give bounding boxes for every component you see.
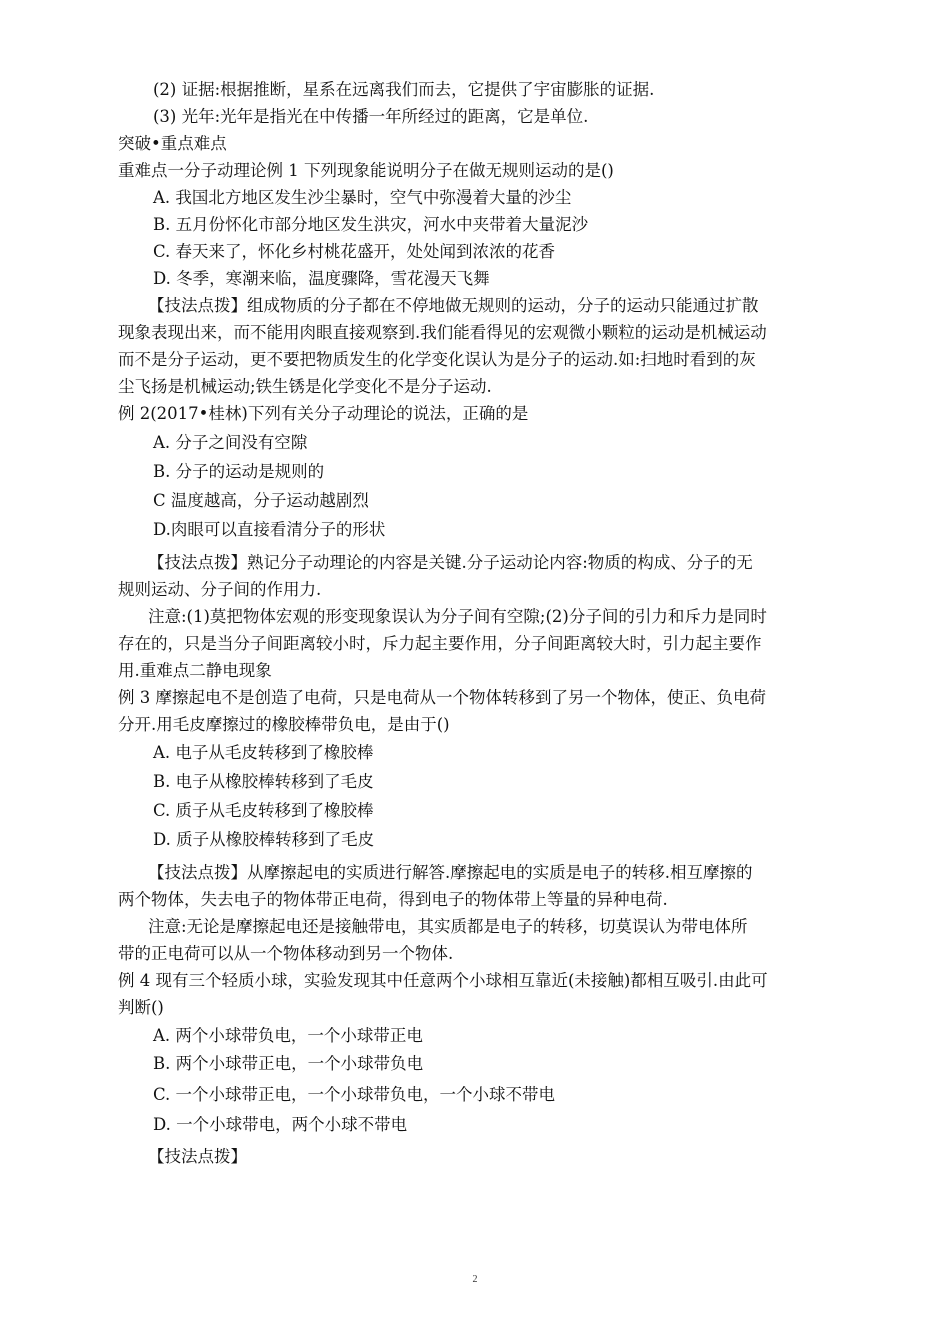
text-line: 而不是分子运动，更不要把物质发生的化学变化误认为是分子的运动.如:扫地时看到的灰	[118, 350, 756, 369]
option-d: D.肉眼可以直接看清分子的形状	[153, 520, 386, 539]
tip-paragraph: 【技法点拨】组成物质的分子都在不停地做无规则的运动，分子的运动只能通过扩散	[148, 296, 759, 315]
option-d: D. 质子从橡胶棒转移到了毛皮	[153, 830, 375, 849]
text-line: (2) 证据:根据推断，星系在远离我们而去，它提供了宇宙膨胀的证据.	[153, 80, 655, 99]
note-paragraph: 注意:无论是摩擦起电还是接触带电，其实质都是电子的转移，切莫误认为带电体所	[148, 917, 748, 936]
text-line: 判断()	[118, 998, 164, 1017]
option-c: C. 一个小球带正电，一个小球带负电，一个小球不带电	[153, 1085, 556, 1104]
text-line: (3) 光年:光年是指光在中传播一年所经过的距离，它是单位.	[153, 107, 589, 126]
tip-paragraph: 【技法点拨】熟记分子动理论的内容是关键.分子运动论内容:物质的构成、分子的无	[148, 553, 753, 572]
text-line: 分开.用毛皮摩擦过的橡胶棒带负电，是由于()	[118, 715, 450, 734]
text-line: 规则运动、分子间的作用力.	[118, 580, 322, 599]
question-stem: 重难点一分子动理论例 1 下列现象能说明分子在做无规则运动的是()	[118, 161, 614, 180]
text-line: 两个物体，失去电子的物体带正电荷，得到电子的物体带上等量的异种电荷.	[118, 890, 668, 909]
text-line: 现象表现出来，而不能用肉眼直接观察到.我们能看得见的宏观微小颗粒的运动是机械运动	[118, 323, 767, 342]
option-b: B. 分子的运动是规则的	[153, 462, 325, 481]
text-line: 带的正电荷可以从一个物体移动到另一个物体.	[118, 944, 454, 963]
question-stem: 例 4 现有三个轻质小球，实验发现其中任意两个小球相互靠近(未接触)都相互吸引.由此可	[118, 971, 768, 990]
question-stem: 例 2(2017•桂林)下列有关分子动理论的说法，正确的是	[118, 404, 529, 423]
section-heading: 突破•重点难点	[118, 134, 227, 153]
text-line: 用.重难点二静电现象	[118, 661, 272, 680]
option-d: D. 一个小球带电，两个小球不带电	[153, 1115, 408, 1134]
option-b: B. 电子从橡胶棒转移到了毛皮	[153, 772, 374, 791]
question-stem: 例 3 摩擦起电不是创造了电荷，只是电荷从一个物体转移到了另一个物体，使正、负电荷	[118, 688, 766, 707]
note-paragraph: 注意:(1)莫把物体宏观的形变现象误认为分子间有空隙;(2)分子间的引力和斥力是同时	[148, 607, 767, 626]
option-b: B. 两个小球带正电，一个小球带负电	[153, 1054, 424, 1073]
option-d: D. 冬季，寒潮来临，温度骤降，雪花漫天飞舞	[153, 269, 490, 288]
option-c: C. 春天来了，怀化乡村桃花盛开，处处闻到浓浓的花香	[153, 242, 556, 261]
tip-heading: 【技法点拨】	[148, 1147, 247, 1166]
option-a: A. 两个小球带负电，一个小球带正电	[153, 1026, 423, 1045]
text-line: 尘飞扬是机械运动;铁生锈是化学变化不是分子运动.	[118, 377, 492, 396]
text-line: 存在的，只是当分子间距离较小时，斥力起主要作用，分子间距离较大时，引力起主要作	[118, 634, 762, 653]
option-c: C. 质子从毛皮转移到了橡胶棒	[153, 801, 374, 820]
option-a: A. 分子之间没有空隙	[153, 433, 308, 452]
option-a: A. 电子从毛皮转移到了橡胶棒	[153, 743, 374, 762]
tip-paragraph: 【技法点拨】从摩擦起电的实质进行解答.摩擦起电的实质是电子的转移.相互摩擦的	[148, 863, 753, 882]
option-b: B. 五月份怀化市部分地区发生洪灾，河水中夹带着大量泥沙	[153, 215, 589, 234]
option-c: C 温度越高，分子运动越剧烈	[153, 491, 369, 510]
option-a: A. 我国北方地区发生沙尘暴时，空气中弥漫着大量的沙尘	[153, 188, 572, 207]
page-number: 2	[472, 1274, 478, 1285]
